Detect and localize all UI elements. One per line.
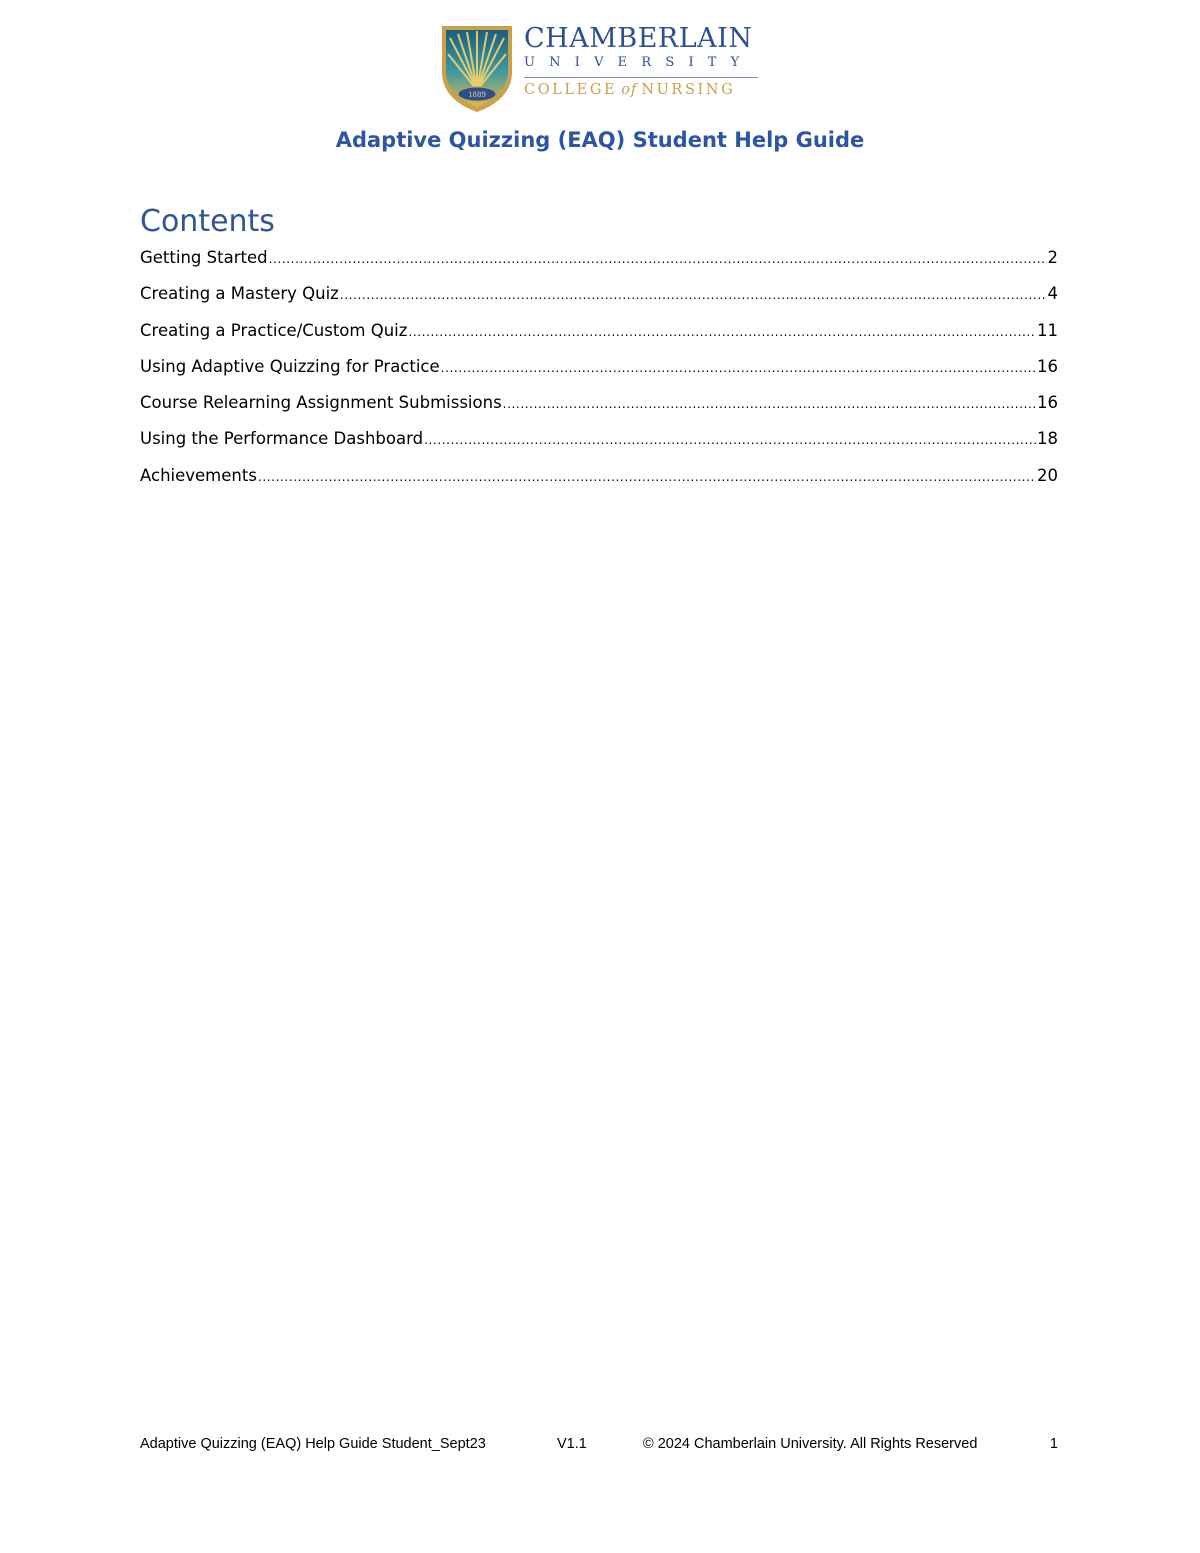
toc-leader-dots: [424, 433, 1036, 447]
toc-item-achievements[interactable]: [140, 466, 1058, 502]
toc-leader-dots: [441, 361, 1036, 375]
university-name: CHAMBERLAIN: [524, 23, 753, 54]
logo-divider: [524, 77, 758, 78]
toc-page-number[interactable]: 20: [1037, 465, 1058, 485]
page-footer: [140, 1436, 1060, 1456]
toc-item-label[interactable]: Getting Started: [140, 248, 268, 267]
university-logo: [440, 24, 770, 116]
toc-page-number[interactable]: 18: [1037, 429, 1058, 449]
toc-item-label[interactable]: Achievements: [140, 465, 257, 485]
toc-item-performance-dashboard[interactable]: [140, 429, 1058, 465]
toc-leader-dots: [258, 470, 1036, 484]
toc-item-label[interactable]: Using Adaptive Quizzing for Practice: [140, 356, 440, 376]
contents-heading: Contents: [140, 204, 275, 239]
toc-leader-dots: [408, 325, 1036, 339]
toc-page-number[interactable]: 11: [1037, 320, 1058, 340]
toc-item-relearning-submissions[interactable]: [140, 393, 1058, 429]
footer-version: V1.1: [557, 1436, 587, 1452]
university-subtitle: UNIVERSITY: [524, 55, 754, 70]
toc-page-number[interactable]: 16: [1037, 356, 1058, 376]
svg-text:1889: 1889: [468, 91, 486, 99]
footer-guide-name: Adaptive Quizzing (EAQ) Help Guide Student_Sept23: [140, 1436, 486, 1452]
footer-page-number: 1: [1049, 1436, 1058, 1452]
document-title: Adaptive Quizzing (EAQ) Student Help Guide: [335, 128, 865, 152]
toc-item-label[interactable]: Course Relearning Assignment Submissions: [140, 393, 502, 413]
toc-page-number[interactable]: 16: [1037, 393, 1058, 413]
table-of-contents: [140, 248, 1058, 502]
toc-page-number[interactable]: 2: [1047, 248, 1058, 267]
footer-copyright: © 2024 Chamberlain University. All Rights Reserved: [643, 1436, 978, 1452]
toc-item-mastery-quiz[interactable]: [140, 284, 1058, 320]
toc-page-number[interactable]: 4: [1047, 284, 1058, 304]
toc-item-practice-custom-quiz[interactable]: [140, 321, 1058, 357]
toc-leader-dots: [503, 397, 1036, 411]
toc-item-label[interactable]: Creating a Mastery Quiz: [140, 284, 339, 304]
toc-item-label[interactable]: Using the Performance Dashboard: [140, 429, 424, 449]
toc-item-adaptive-quizzing-practice[interactable]: [140, 357, 1058, 393]
toc-item-label[interactable]: Creating a Practice/Custom Quiz: [140, 320, 408, 340]
toc-leader-dots: [269, 252, 1047, 266]
shield-crest-icon: [440, 24, 514, 114]
toc-item-getting-started[interactable]: [140, 248, 1058, 284]
toc-leader-dots: [340, 288, 1047, 302]
college-name: COLLEGE of NURSING: [524, 82, 736, 98]
